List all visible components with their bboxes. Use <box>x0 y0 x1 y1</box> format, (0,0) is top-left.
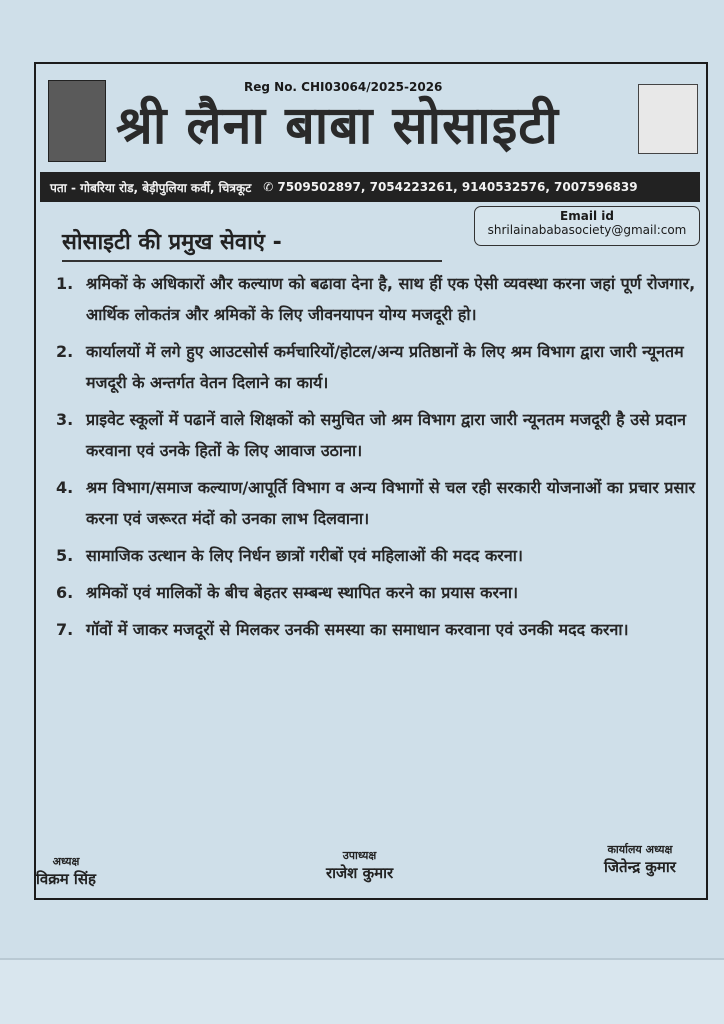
phone-numbers: 7509502897, 7054223261, 9140532576, 7007596839 <box>277 180 638 194</box>
deity-image <box>48 80 106 162</box>
signatory-vice-president <box>326 848 393 883</box>
item-number: 5. <box>56 546 74 565</box>
item-number: 2. <box>56 342 74 361</box>
email-address: shrilainababasociety@gmail:com <box>487 223 687 237</box>
signatory-office-head <box>604 842 676 877</box>
portrait-image <box>638 84 698 154</box>
signatory-role: अध्यक्ष <box>52 855 80 868</box>
society-title: श्री लैना बाबा सोसाइटी <box>116 96 559 156</box>
item-text: श्रमिकों के अधिकारों और कल्याण को बढावा देना है, साथ हीं एक ऐसी व्यवस्था करना जहां पूर्ण रोजगार, आर्थिक लोकतंत्र और श्रमिकों के लिए जीवनयापन योग्य मजदूरी हो। <box>86 274 696 324</box>
item-text: श्रम विभाग/समाज कल्याण/आपूर्ति विभाग व अन्य विभागों से चल रही सरकारी योजनाओं का प्रचार प्रसार करना एवं जरूरत मंदों को उनका लाभ दिलवाना। <box>86 478 696 528</box>
list-item <box>56 472 706 534</box>
address-text: पता - गोबरिया रोड, बेड़ीपुलिया कर्वी, चित्रकूट <box>50 180 252 195</box>
signatory-role: उपाध्यक्ष <box>342 849 377 862</box>
list-item <box>56 404 706 466</box>
list-item <box>56 577 706 608</box>
item-text: श्रमिकों एवं मालिकों के बीच बेहतर सम्बन्ध स्थापित करने का प्रयास करना। <box>86 583 519 602</box>
item-number: 6. <box>56 583 74 602</box>
services-heading: सोसाइटी की प्रमुख सेवाएं - <box>62 230 282 255</box>
item-number: 4. <box>56 478 74 497</box>
page-edge <box>0 958 724 960</box>
item-number: 3. <box>56 410 74 429</box>
signatory-name: जितेन्द्र कुमार <box>604 858 676 876</box>
registration-number: Reg No. CHI03064/2025-2026 <box>244 80 443 94</box>
list-item <box>56 336 706 398</box>
list-item <box>56 540 706 571</box>
signatory-name: राजेश कुमार <box>326 864 394 882</box>
services-list <box>56 268 706 651</box>
address-bar <box>40 172 700 202</box>
item-number: 7. <box>56 620 74 639</box>
heading-underline <box>62 260 442 262</box>
item-text: प्राइवेट स्कूलों में पढानें वाले शिक्षकों को समुचित जो श्रम विभाग द्वारा जारी न्यूनतम मजदूरी है उसे प्रदान करवाना एवं उनके हितों के लिए आवाज उठाना। <box>86 410 686 460</box>
item-number: 1. <box>56 274 74 293</box>
signatory-name: विक्रम सिंह <box>36 870 96 888</box>
list-item <box>56 268 706 330</box>
list-item <box>56 614 706 645</box>
phone-icon: ✆ <box>263 180 274 194</box>
signatory-president <box>36 854 96 889</box>
item-text: गॉवों में जाकर मजदूरों से मिलकर उनकी समस्या का समाधान करवाना एवं उनकी मदद करना। <box>86 620 629 639</box>
signatory-role: कार्यालय अध्यक्ष <box>607 843 673 856</box>
email-box <box>474 206 700 246</box>
item-text: सामाजिक उत्थान के लिए निर्धन छात्रों गरीबों एवं महिलाओं की मदद करना। <box>86 546 523 565</box>
email-label: Email id <box>560 209 614 223</box>
item-text: कार्यालयों में लगे हुए आउटसोर्स कर्मचारियों/होटल/अन्य प्रतिष्ठानों के लिए श्रम विभाग द्वारा जारी न्यूनतम मजदूरी के अन्तर्गत वेतन दिलाने का कार्य। <box>86 342 684 392</box>
